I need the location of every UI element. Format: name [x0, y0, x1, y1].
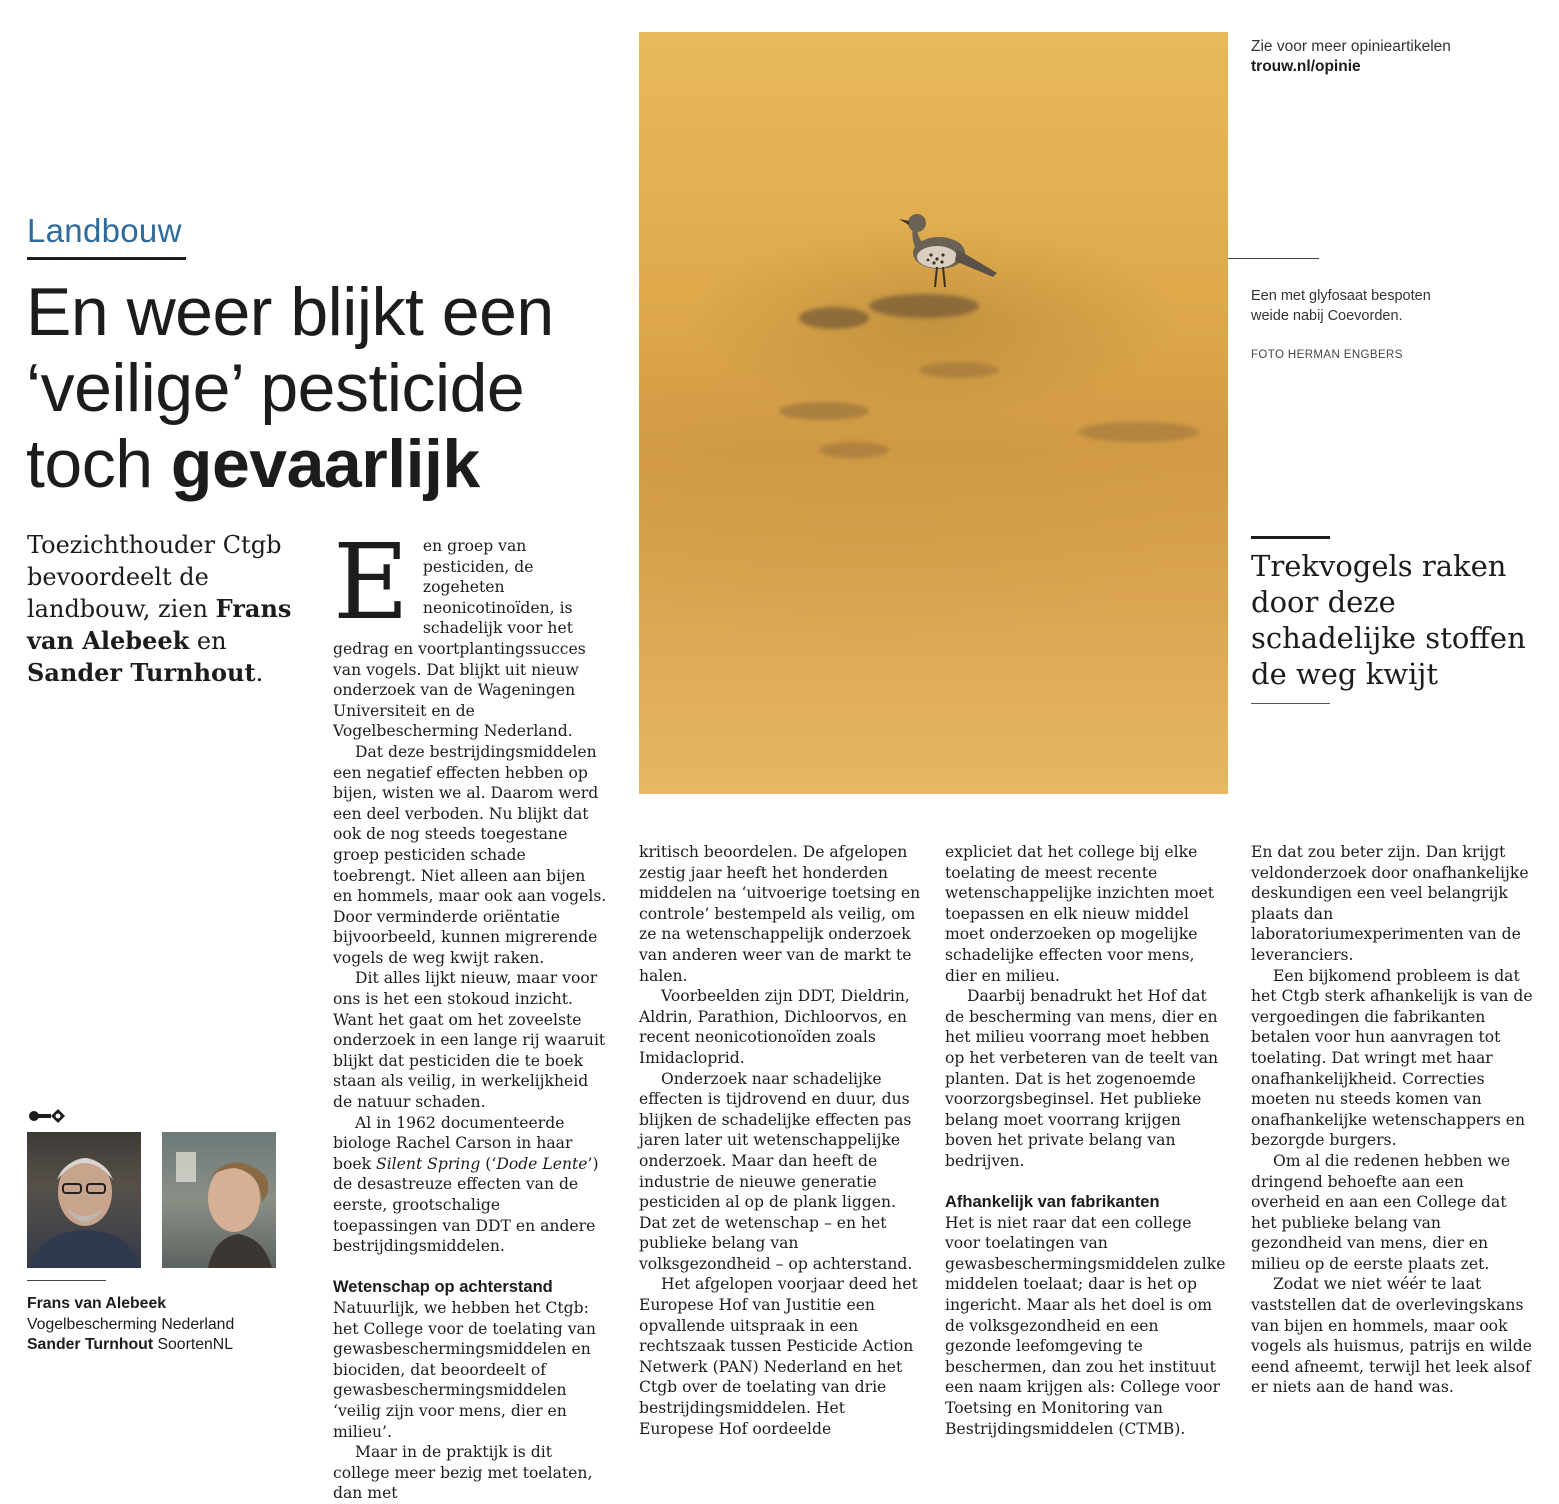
author-org-1: Vogelbescherming Nederland — [27, 1315, 235, 1333]
subheading-afhankelijk: Afhankelijk van fabrikanten — [945, 1193, 1160, 1212]
article-photo — [639, 32, 1228, 794]
pull-quote: Trekvogels raken door deze schadelijke stoffen de weg kwijt — [1251, 549, 1526, 691]
body-paragraph: Daarbij benadrukt het Hof dat de bescherming van mens, dier en het milieu voorrang moet hebben op het verbeteren van de teelt van planten. Dat is het zogenoemde voorzorgsbeginsel. Het publieke belang moet voorrang krijgen boven het private belang van bedrijven. — [945, 987, 1219, 1170]
author-name-2: Sander Turnhout — [27, 1336, 154, 1353]
photo-mound — [819, 442, 889, 458]
photo-mound — [799, 307, 869, 329]
intro-text: Toezichthouder Ctgb bevoordeelt de landbouw, zien — [27, 531, 282, 623]
body-paragraph — [333, 1113, 607, 1257]
more-opinion-link[interactable]: trouw.nl/opinie — [1251, 58, 1361, 75]
body-column-3 — [945, 842, 1229, 1439]
headline-line-3 — [26, 426, 626, 502]
dropcap: E — [333, 521, 409, 643]
body-paragraph: Maar in de praktijk is dit college meer bezig met toelaten, dan met — [333, 1443, 593, 1503]
body-paragraph: Voorbeelden zijn DDT, Dieldrin, Aldrin, Parathion, Dichloorvos, en recent neonicotionoïden zoals Imidacloprid. — [639, 987, 910, 1067]
body-paragraph: Onderzoek naar schadelijke effecten is tijdrovend en duur, dus blijken de schadelijke effecten pas jaren later uit wetenschappelijke onderzoek. Maar dan heeft de industrie de nieuwe generatie pesticiden al op de plank liggen. Dat zet de wetenschap – en het publieke belang van volksgezondheid – op achterstand. — [639, 1069, 913, 1273]
body-paragraph: En dat zou beter zijn. Dan krijgt veldonderzoek door onafhankelijke deskundigen een veel belangrijk plaats dan laboratoriumexperimenten van de leveranciers. — [1251, 843, 1529, 964]
body-text: (‘ — [480, 1154, 497, 1173]
author-name-1: Frans van Alebeek — [27, 1295, 167, 1312]
body-paragraph: kritisch beoordelen. De afgelopen zestig jaar heeft het honderden middelen na ‘uitvoerige toetsing en controle’ bestempeld als veilig, om ze na wetenschappelijk onderzoek van anderen weer van de markt te halen. — [639, 843, 921, 985]
portrait-silhouette-icon — [162, 1132, 276, 1268]
body-paragraph: Zodat we niet wéér te laat vaststellen dat de overlevingskans van bijen en hommels, maar ook vogels als huismus, patrijs en wilde eend afneemt, terwijl het leek alsof er niets aan de hand was. — [1251, 1275, 1532, 1397]
photo-mound — [779, 402, 869, 420]
section-rule — [27, 257, 186, 260]
intro-and: en — [189, 627, 227, 655]
body-text: ’) de desastreuze effecten van de eerste, grootschalige toepassingen van DDT en andere bestrijdingsmiddelen. — [333, 1154, 599, 1256]
headline — [26, 274, 626, 502]
caption-rule — [1228, 258, 1319, 259]
author-rule — [27, 1280, 106, 1281]
headline-line-1: En weer blijkt een — [26, 274, 554, 350]
newspaper-logo-icon — [27, 1106, 67, 1126]
intro-author-1: Frans van Alebeek — [27, 594, 292, 655]
body-paragraph: Om al die redenen hebben we dringend behoefte aan een overheid en aan een College dat het publieke belang van gezondheid van mens, dier en milieu op de eerste plaats zet. — [1251, 1151, 1511, 1273]
body-paragraph: Een bijkomend probleem is dat het Ctgb sterk afhankelijk is van de vergoedingen die fabrikanten betalen voor hun aanvragen tot toelating. Dat wringt met haar onafhankelijkheid. Correcties moeten nu steeds komen van onafhankelijke wetenschappers en bezorgde burgers. — [1251, 966, 1533, 1150]
intro — [27, 529, 317, 689]
body-paragraph: Dat deze bestrijdingsmiddelen een negatief effecten hebben op bijen, wisten we al. Daarom werd een deel verboden. Nu blijkt dat ook de nog steeds toegestane groep pesticiden schade toebrengt. Niet alleen aan bijen en hommels, maar ook aan vogels. Door verminderde oriëntatie bijvoorbeeld, kunnen migrerende vogels de weg kwijt raken. — [333, 742, 607, 967]
body-paragraph: Het is niet raar dat een college voor toelatingen van gewasbeschermingsmiddelen zulke middelen toelaat; daar is het op ingericht. Maar als het doel is om de volksgezondheid en een gezonde leefomgeving te beschermen, dan zou het instituut een naam krijgen als: College voor Toetsing en Monitoring van Bestrijdingsmiddelen (CTMB). — [945, 1213, 1226, 1438]
author-byline — [27, 1294, 327, 1356]
body-paragraph: expliciet dat het college bij elke toelating de meest recente wetenschappelijke inzichten moet toepassen en elk nieuw middel moet onderzoeken op mogelijke schadelijke effecten voor mens, dier en milieu. — [945, 843, 1214, 985]
body-column-4 — [1251, 842, 1535, 1398]
pull-quote-rule-bottom — [1251, 703, 1330, 704]
body-column-1 — [333, 521, 607, 1504]
subheading-wetenschap: Wetenschap op achterstand — [333, 1278, 553, 1297]
author-portrait-1 — [27, 1132, 141, 1268]
body-column-2 — [639, 842, 923, 1439]
intro-end: . — [255, 659, 264, 687]
body-paragraph: Natuurlijk, we hebben het Ctgb: het College voor de toelating van gewasbeschermingsmiddelen en biociden, dat beoordeelt of gewasbeschermingsmiddelen ‘veilig zijn voor mens, dier en milieu’. — [333, 1298, 596, 1441]
headline-line-2: ‘veilige’ pesticide — [26, 350, 525, 426]
photo-mound — [919, 362, 999, 378]
intro-author-2: Sander Turnhout — [27, 658, 256, 687]
photo-credit: FOTO HERMAN ENGBERS — [1251, 349, 1403, 361]
headline-line-3-bold: gevaarlijk — [170, 426, 480, 502]
book-title: Silent Spring — [376, 1154, 481, 1173]
body-paragraph: Dit alles lijkt nieuw, maar voor ons is het een stokoud inzicht. Want het gaat om het zoveelste onderzoek in een lange rij waaruit blijkt dat pesticiden die te boek staan als veilig, in werkelijkheid de natuur schaden. — [333, 969, 606, 1112]
photo-mound — [869, 294, 979, 318]
body-paragraph-text: en groep van pesticiden, de zogeheten neonicotinoïden, is schadelijk voor het gedrag en voortplantingssucces van vogels. Dat blijkt uit nieuw onderzoek van de Wageningen Universiteit en de Vogelbescherming Nederland. — [333, 537, 586, 741]
body-paragraph — [333, 521, 607, 742]
body-paragraph: Het afgelopen voorjaar deed het Europese Hof van Justitie een opvallende uitspraak in een rechtszaak tussen Pesticide Action Netwerk (PAN) Nederland en het Ctgb over de toelating van drie bestrijdingsmiddelen. Het Europese Hof oordeelde — [639, 1275, 918, 1438]
photo-caption: Een met glyfosaat bespoten weide nabij Coevorden. — [1251, 288, 1431, 324]
bird-illustration — [887, 207, 1017, 297]
more-opinion-text: Zie voor meer opinieartikelen — [1251, 38, 1451, 55]
headline-line-3-plain: toch — [26, 426, 171, 502]
photo-mound — [1079, 422, 1199, 442]
pull-quote-rule-top — [1251, 536, 1330, 539]
portrait-silhouette-icon — [27, 1132, 141, 1268]
author-portrait-2 — [162, 1132, 276, 1268]
body-text: Al in 1962 documenteerde biologe Rachel Carson in haar boek — [333, 1113, 573, 1173]
book-title-translation: Dode Lente — [496, 1154, 588, 1173]
section-label: Landbouw — [27, 212, 182, 249]
author-org-2: SoortenNL — [153, 1336, 233, 1353]
